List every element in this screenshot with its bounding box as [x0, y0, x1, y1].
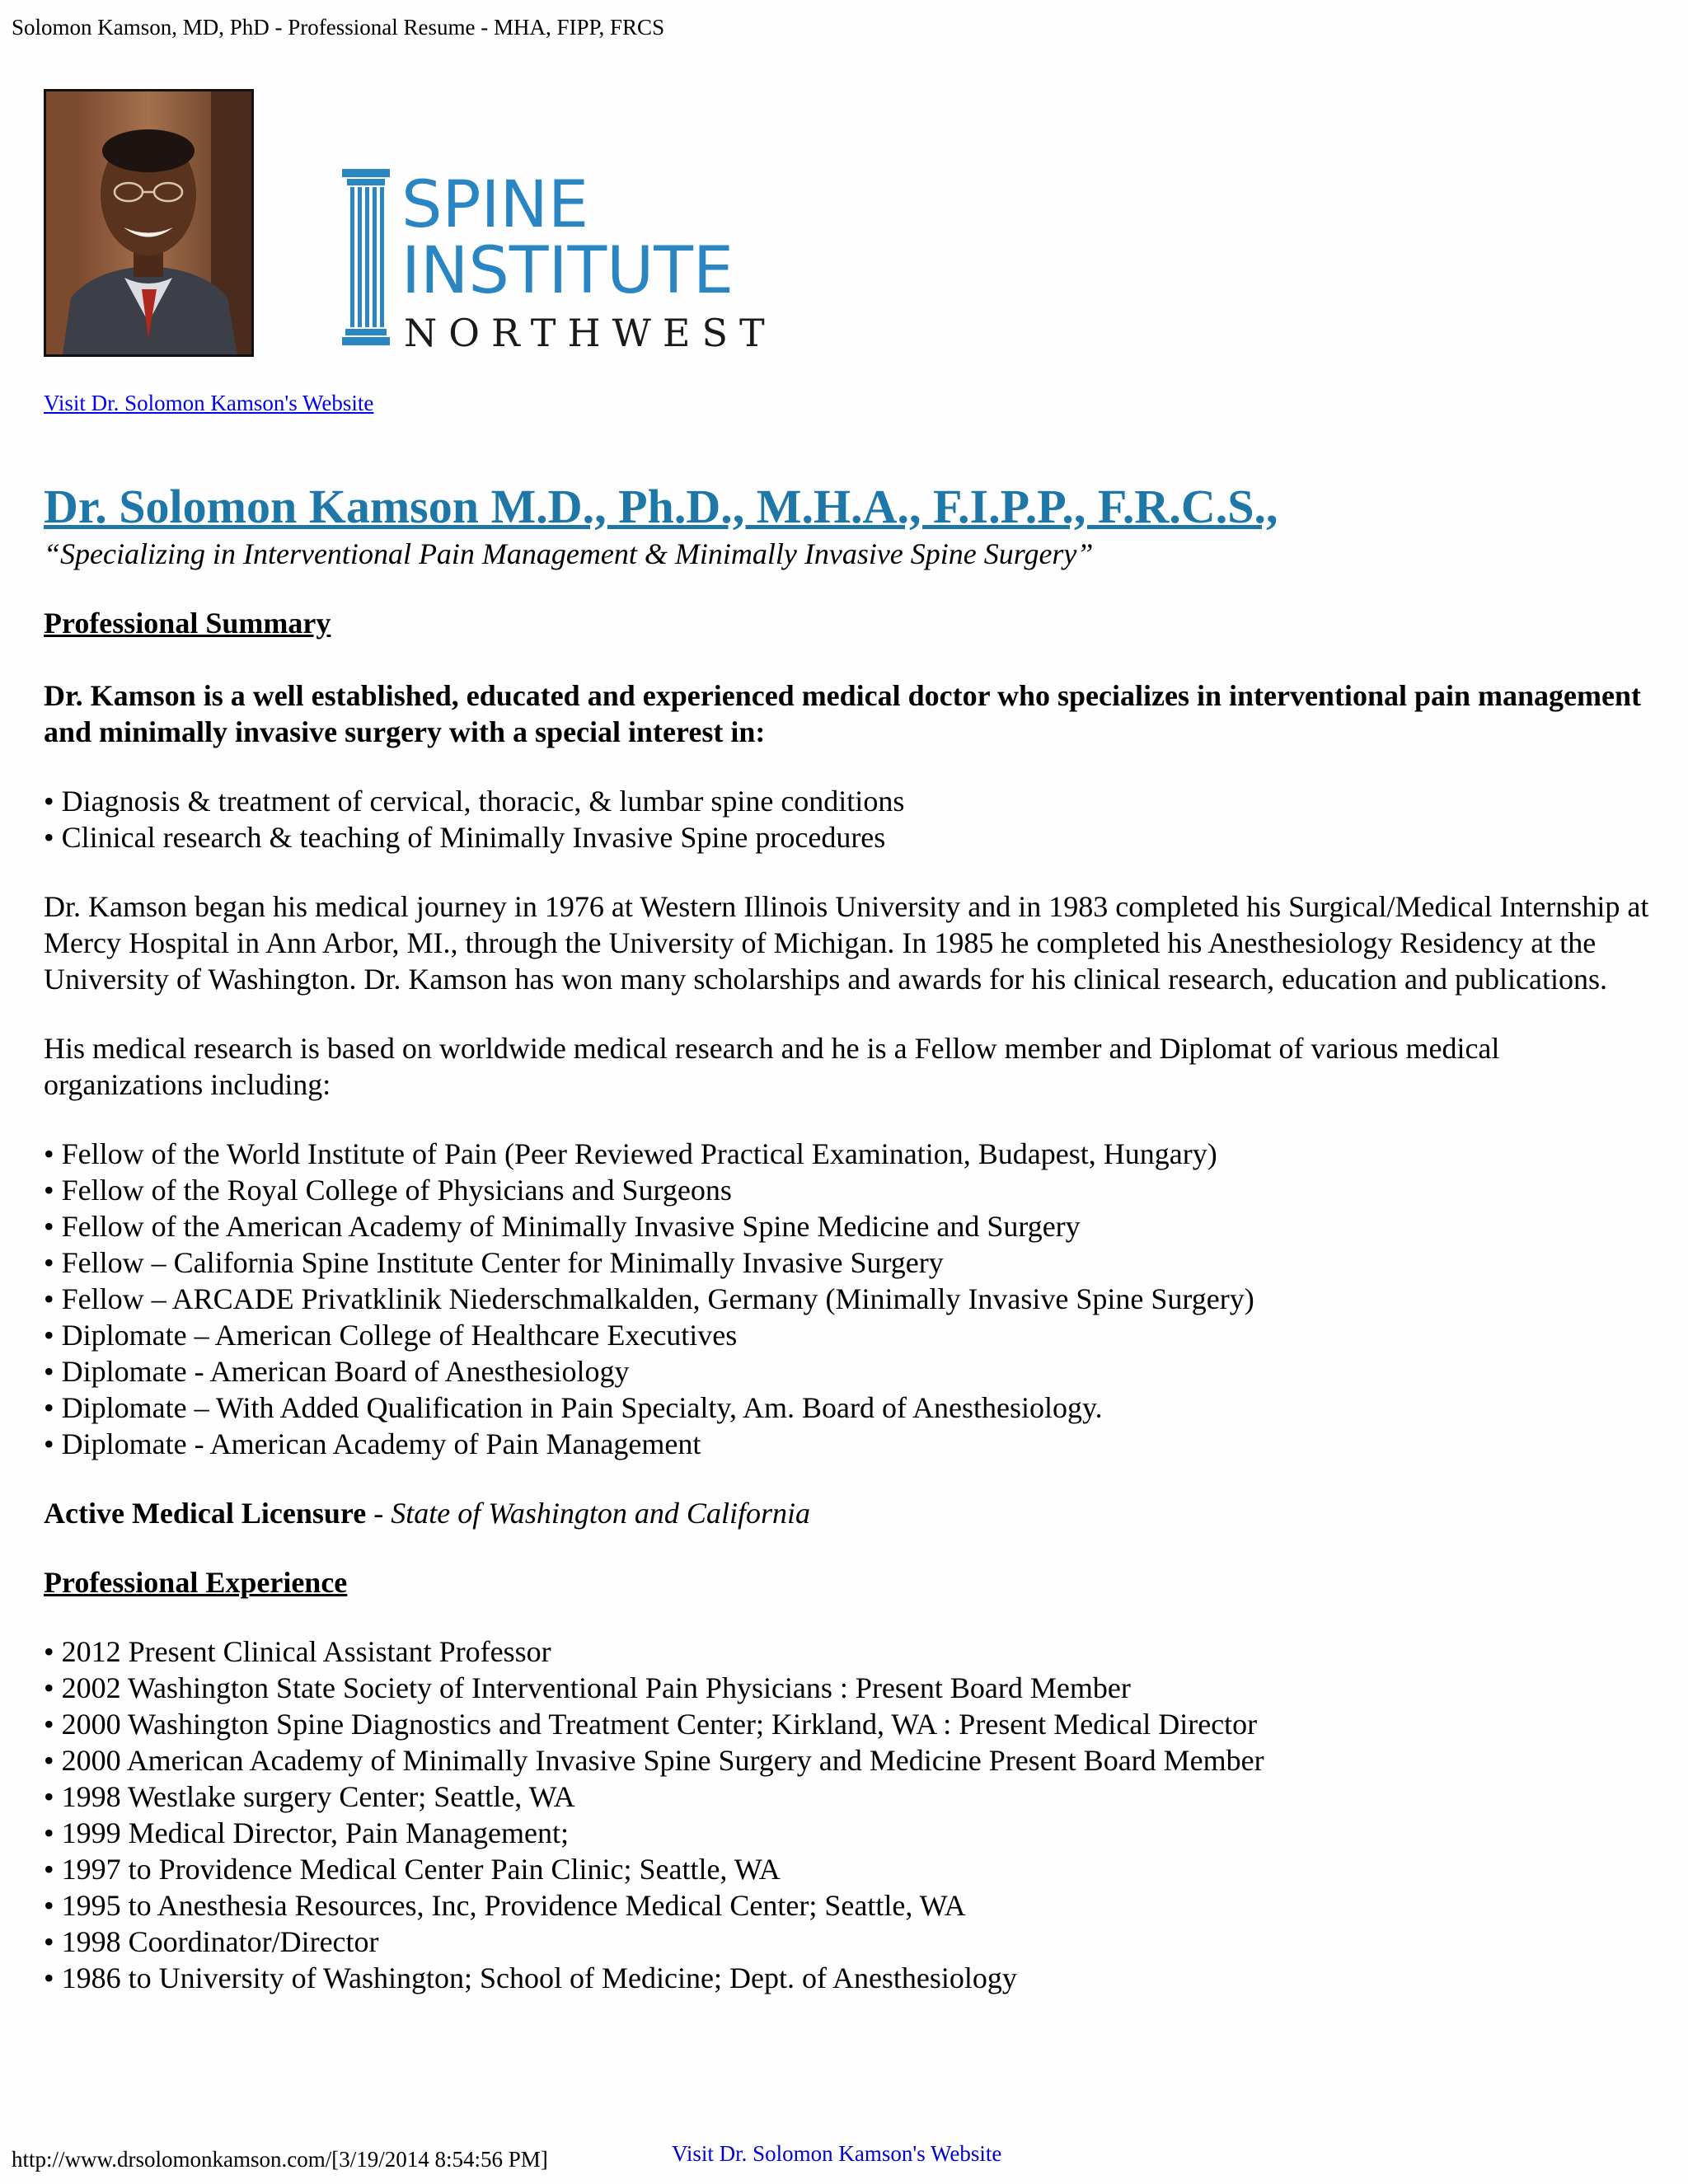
page-header-title: Solomon Kamson, MD, PhD - Professional Resume - MHA, FIPP, FRCS	[12, 15, 665, 40]
list-item: • Diplomate - American Board of Anesthesiology	[44, 1353, 1659, 1390]
list-item: • Diplomate – American College of Healthcare Executives	[44, 1317, 1659, 1353]
list-item: • Clinical research & teaching of Minimally Invasive Spine procedures	[44, 819, 1659, 855]
doctor-portrait-photo	[44, 89, 254, 357]
list-item: • 1997 to Providence Medical Center Pain Clinic; Seattle, WA	[44, 1851, 1659, 1887]
list-item: • Fellow of the World Institute of Pain (Peer Reviewed Practical Examination, Budapest, Hungary)	[44, 1136, 1659, 1172]
list-item: • 2002 Washington State Society of Interventional Pain Physicians : Present Board Member	[44, 1670, 1659, 1706]
licensure-label: Active Medical Licensure	[44, 1497, 367, 1530]
spine-institute-northwest-logo	[342, 169, 837, 367]
licensure-separator: -	[366, 1497, 392, 1530]
doctor-name-heading[interactable]: Dr. Solomon Kamson M.D., Ph.D., M.H.A., F.I.P.P., F.R.C.S.,	[44, 480, 1278, 533]
list-item: • 2012 Present Clinical Assistant Professor	[44, 1633, 1659, 1670]
memberships-list	[44, 1136, 1659, 1462]
list-item: • Fellow of the American Academy of Minimally Invasive Spine Medicine and Surgery	[44, 1208, 1659, 1244]
list-item: • 2000 American Academy of Minimally Invasive Spine Surgery and Medicine Present Board Member	[44, 1742, 1659, 1779]
list-item: • Fellow – California Spine Institute Center for Minimally Invasive Surgery	[44, 1244, 1659, 1281]
list-item: • Diplomate - American Academy of Pain Management	[44, 1426, 1659, 1462]
list-item: • 1998 Coordinator/Director	[44, 1924, 1659, 1960]
interests-list	[44, 783, 1659, 855]
column-icon	[342, 169, 390, 345]
list-item: • 1995 to Anesthesia Resources, Inc, Providence Medical Center; Seattle, WA	[44, 1887, 1659, 1924]
summary-intro: Dr. Kamson is a well established, educated and experienced medical doctor who specializes in interventional pain management and minimally invasive surgery with a special interest in:	[44, 679, 1641, 748]
list-item: • 2000 Washington Spine Diagnostics and Treatment Center; Kirkland, WA : Present Medical Director	[44, 1706, 1659, 1742]
list-item: • 1986 to University of Washington; School of Medicine; Dept. of Anesthesiology	[44, 1960, 1659, 1996]
professional-summary-heading: Professional Summary	[44, 607, 331, 640]
experience-list	[44, 1633, 1659, 1996]
footer-page-url: http://www.drsolomonkamson.com/[3/19/2014 8:54:56 PM]	[12, 2147, 548, 2172]
list-item: • Diagnosis & treatment of cervical, thoracic, & lumbar spine conditions	[44, 783, 1659, 819]
licensure-value: State of Washington and California	[391, 1497, 810, 1530]
logo-line3: NORTHWEST	[404, 311, 776, 355]
list-item: • 1998 Westlake surgery Center; Seattle, WA	[44, 1779, 1659, 1815]
logo-line2: INSTITUTE	[401, 234, 734, 308]
professional-experience-heading: Professional Experience	[44, 1566, 348, 1599]
logo-line1: SPINE	[401, 169, 589, 242]
list-item: • Diplomate – With Added Qualification in Pain Specialty, Am. Board of Anesthesiology.	[44, 1390, 1659, 1426]
resume-content	[44, 478, 1659, 1996]
footer-visit-website-link[interactable]: Visit Dr. Solomon Kamson's Website	[672, 2141, 1002, 2166]
specialty-tagline: “Specializing in Interventional Pain Management & Minimally Invasive Spine Surgery”	[44, 537, 1094, 570]
list-item: • Fellow of the Royal College of Physicians and Surgeons	[44, 1172, 1659, 1208]
research-paragraph: His medical research is based on worldwide medical research and he is a Fellow member and Diplomat of various medical organizations including:	[44, 1032, 1500, 1101]
visit-website-link[interactable]: Visit Dr. Solomon Kamson's Website	[44, 391, 374, 415]
journey-paragraph: Dr. Kamson began his medical journey in 1976 at Western Illinois University and in 1983 completed his Surgical/Medical Internship at Mercy Hospital in Ann Arbor, MI., through the University of Michigan. In 1985 he completed his Anesthesiology Residency at the University of Washington. Dr. Kamson has won many scholarships and awards for his clinical research, education and publications.	[44, 890, 1649, 996]
list-item: • 1999 Medical Director, Pain Management;	[44, 1815, 1659, 1851]
list-item: • Fellow – ARCADE Privatklinik Niederschmalkalden, Germany (Minimally Invasive Spine Surgery)	[44, 1281, 1659, 1317]
licensure-line	[44, 1495, 1659, 1531]
